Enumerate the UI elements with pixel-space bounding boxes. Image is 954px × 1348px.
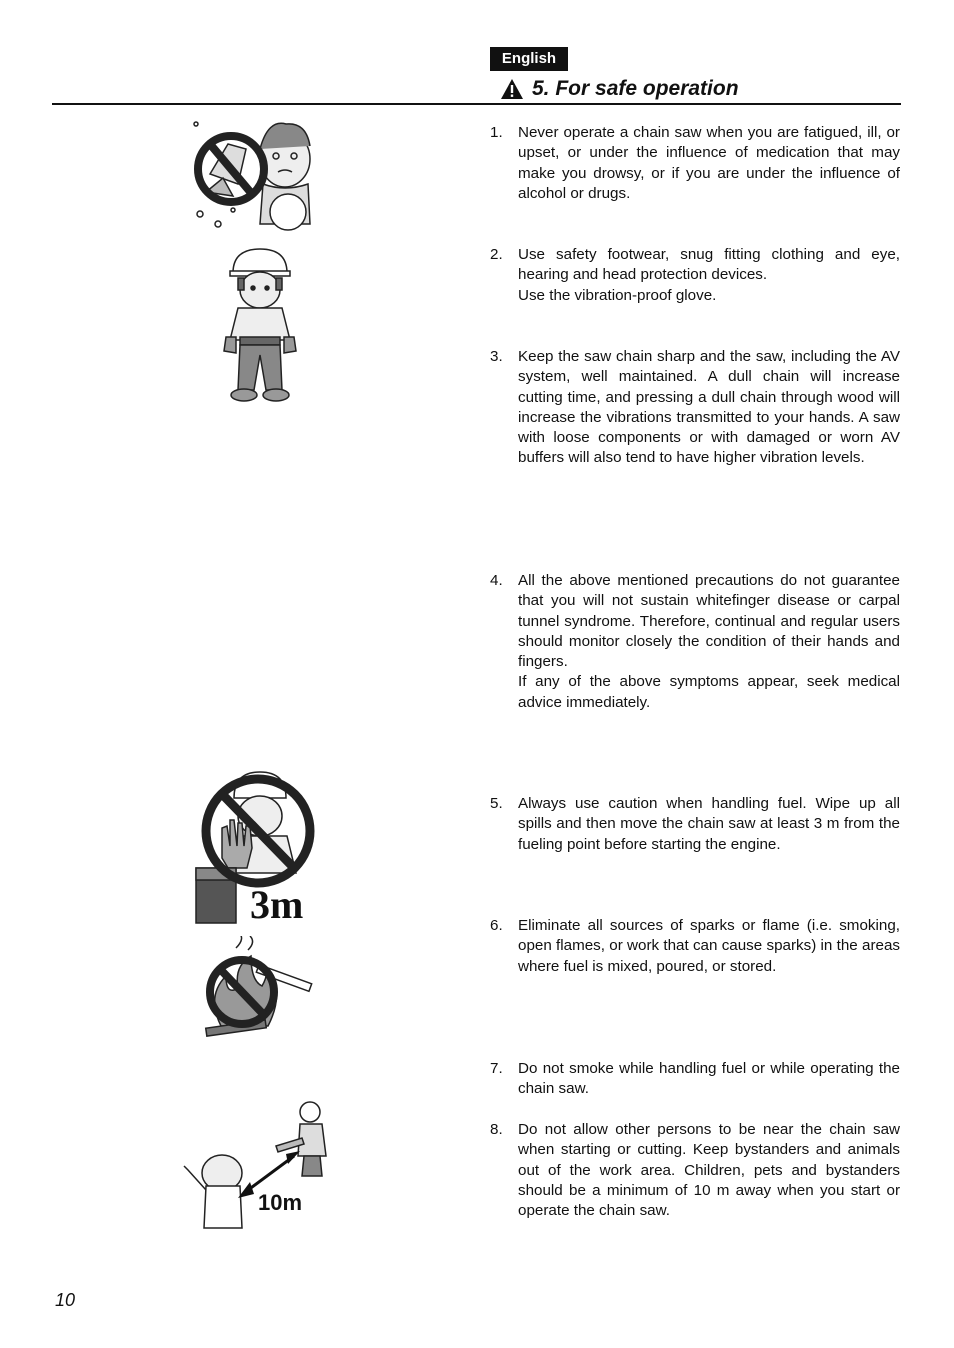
fatigue-prohibition-illustration [188,114,323,239]
item-text [518,245,900,306]
item-text [518,347,900,469]
section-heading [500,74,739,104]
item-number: 1. [490,124,503,141]
section-title: 5. For safe operation [532,77,739,100]
instruction-item [490,245,900,306]
item-text [518,123,900,204]
item-paragraph: Do not allow other persons to be near the chain saw when starting or cutting. Keep bystanders and animals out of the work area. Children, pets and bystanders should be a minimum of 10 m away when you start or operate the chain saw. [518,1121,900,1220]
item-paragraph: Always use caution when handling fuel. Wipe up all spills and then move the chain saw at least 3 m from the fueling point before starting the engine. [518,795,900,853]
item-paragraph: All the above mentioned precautions do not guarantee that you will not sustain whitefinger disease or carpal tunnel syndrome. Therefore, continual and regular users should monitor closely the condition of their hands and fingers. [518,572,900,671]
instruction-item [490,1120,900,1221]
item-text [518,571,900,713]
instruction-item [490,123,900,204]
item-number: 3. [490,348,503,365]
item-paragraph: Eliminate all sources of sparks or flame (i.e. smoking, open flames, or work that can cause sparks) in the areas where fuel is mixed, poured, or stored. [518,917,900,975]
instruction-item [490,794,900,855]
no-flame-illustration [196,936,316,1044]
language-badge: English [490,47,568,71]
page-number: 10 [55,1290,76,1310]
bystander-distance-label: 10m [258,1190,303,1215]
item-text [518,916,900,977]
instruction-item [490,916,900,977]
item-number: 8. [490,1121,503,1138]
item-paragraph: Keep the saw chain sharp and the saw, including the AV system, well maintained. A dull chain will increase cutting time, and pressing a dull chain through wood will increase the vibrations transmitted to your hands. A saw with loose components or with damaged or worn AV buffers will also tend to have higher vibration levels. [518,348,900,467]
item-paragraph: Use safety footwear, snug fitting clothing and eye, hearing and head protection devices. [518,246,900,284]
fuel-distance-label: 3m [250,882,304,927]
instruction-item [490,347,900,469]
item-number: 6. [490,917,503,934]
protective-gear-illustration [218,245,303,405]
item-number: 5. [490,795,503,812]
item-paragraph: Use the vibration-proof glove. [518,286,717,304]
item-number: 4. [490,572,503,589]
item-number: 2. [490,246,503,263]
item-paragraph: Never operate a chain saw when you are fatigued, ill, or upset, or under the influence of medication that may make you drowsy, or if you are under the influence of alcohol or drugs. [518,124,900,202]
item-text [518,794,900,855]
item-paragraph: Do not smoke while handling fuel or while operating the chain saw. [518,1060,900,1098]
item-text [518,1059,900,1100]
header-rule [52,103,901,105]
item-number: 7. [490,1060,503,1077]
warning-icon [500,78,524,100]
fuel-distance-illustration [192,768,327,928]
item-paragraph: If any of the above symptoms appear, seek medical advice immediately. [518,673,900,711]
item-text [518,1120,900,1221]
bystander-distance-illustration [180,1098,335,1233]
instruction-item [490,1059,900,1100]
instruction-item [490,571,900,713]
